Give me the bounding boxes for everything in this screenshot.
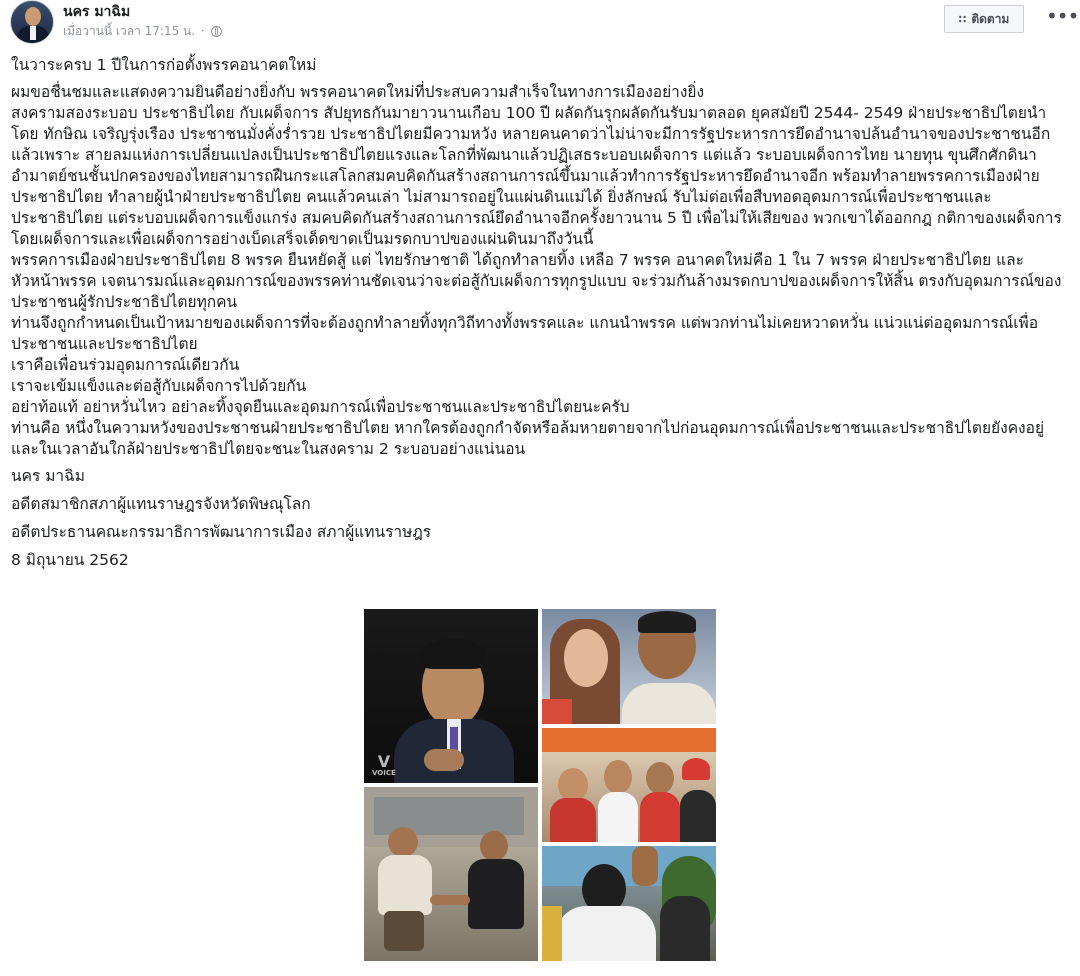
signature-date: 8 มิถุนายน 2562 bbox=[11, 551, 129, 569]
photo-grid bbox=[364, 609, 716, 961]
post-body bbox=[11, 55, 1071, 578]
post-paragraph: ในวาระครบ 1 ปีในการก่อตั้งพรรคอนาคตใหม่ bbox=[11, 56, 317, 74]
avatar-shirt bbox=[30, 26, 36, 40]
post-paragraph: ผมขอชื่นชมและแสดงความยินดีอย่างยิ่งกับ พรรคอนาคตใหม่ที่ประสบความสำเร็จในทางการเมืองอย่างยิ่ง สงครามสองระบอบ ประชาธิปไตย กับเผด็จการ สัปยุทธกันมายาวนานเกือบ 100 ปี ผลัดกันรุกผลัดกันรับมาตลอด ยุคสมัยปี 2544- 2549 ฝ่ายประชาธิปไตยนำโดย ทักษิณ เจริญรุ่งเรือง ประชาชนมั่งคั่งร่ำรวย ประชาธิปไตยมีความหวัง หลายคนคาดว่าไม่น่าจะมีการรัฐประหารการยึดอำนาจปล้นอำนาจของประชาชนอีกแล้วเพราะ สายลมแห่งการเปลี่ยนแปลงเป็นประชาธิปไตยแรงและโลกที่พัฒนาแล้วปฏิเสธระบอบเผด็จการ แต่แล้ว ระบอบเผด็จการไทย นายทุน ขุนศึกศักดินาอำมาตย์ชนชั้นปกครองของไทยสามารถฝืนกระแสโลกสมคบคิดกันสร้างสถานการณ์ขึ้นมาแล้วทำการรัฐประหารยึดอำนาจอีก พร้อมทำลายพรรคการเมืองฝ่ายประชาธิปไตย ทำลายผู้นำฝ่ายประชาธิปไตย คนแล้วคนเล่า ไม่สามารถอยู่ในแผ่นดินแม่ได้ ยิ่งลักษณ์ รับไม่ต่อเพื่อสืบทอดอุดมการณ์เพื่อประชาชนและประชาธิปไตย แต่ระบอบเผด็จการแข็งแกร่ง สมคบคิดกันสร้างสถานการณ์ยึดอำนาจอีกครั้งยาวนาน 5 ปี เพื่อไม่ให้เสียของ พวกเขาได้ออกกฎ กติกาของเผด็จการ โดยเผด็จการและเพื่อเผด็จการอย่างเบ็ดเสร็จเด็ดขาดเป็นมรดกบาปของแผ่นดินมาถึงวันนี้ พรรคการเมืองฝ่ายประชาธิปไตย 8 พรรค ยืนหยัดสู้ แต่ ไทยรักษาชาติ ได้ถูกทำลายทิ้ง เหลือ 7 พรรค อนาคตใหม่คือ 1 ใน 7 พรรค ฝ่ายประชาธิปไตย และหัวหน้าพรรค เจตนารมณ์และอุดมการณ์ของพรรคท่านชัดเจนว่าจะต่อสู้กับเผด็จการทุกรูปแบบ จะร่วมกันล้างมรดกบาปของเผด็จการให้สิ้น ตรงกับอุดมการณ์ของประชาชนผู้รักประชาธิปไตยทุกคน ท่านจึงถูกกำหนดเป็นเป้าหมายของเผด็จการที่จะต้องถูกทำลายทิ้งทุกวิถีทางทั้งพรรคและ แกนนำพรรค แต่พวกท่านไม่เคยหวาดหวั่น แน่วแน่ต่ออุดมการณ์เพื่อประชาชนและประชาธิปไตย เราคือเพื่อนร่วมอุดมการณ์เดียวกัน เราจะเข้มแข็งและต่อสู้กับเผด็จการไปด้วยกัน อย่าท้อแท้ อย่าหวั่นไหว อย่าละทิ้งจุดยืนและอุดมการณ์เพื่อประชาชนและประชาธิปไตยนะครับ ท่านคือ หนึ่งในความหวังของประชาชนฝ่ายประชาธิปไตย หากใครต้องถูกกำจัดหรือล้มหายตายจากไปก่อนอุดมการณ์เพื่อประชาชนและประชาธิปไตยยังคงอยู่ และในเวลาอันใกล้ฝ่ายประชาธิปไตยจะชนะในสงคราม 2 ระบอบอย่างแน่นอน bbox=[11, 83, 1062, 458]
photo-3[interactable] bbox=[542, 728, 716, 842]
photo-4[interactable] bbox=[364, 787, 538, 961]
photo-1[interactable] bbox=[364, 609, 538, 783]
voice-watermark: V VOICE bbox=[372, 752, 396, 777]
meta-separator: · bbox=[200, 24, 205, 38]
post-header bbox=[10, 0, 1079, 44]
signature-title-2: อดีตประธานคณะกรรมาธิการพัฒนาการเมือง สภาผู้แทนราษฎร bbox=[11, 523, 432, 541]
author-name[interactable]: นคร มาฉิม bbox=[63, 4, 131, 20]
post-meta bbox=[63, 23, 222, 39]
avatar-face bbox=[25, 7, 41, 26]
signature-name: นคร มาฉิม bbox=[11, 467, 85, 485]
rss-icon: ∷ bbox=[958, 13, 967, 26]
photo-2[interactable] bbox=[542, 609, 716, 724]
signature-title-1: อดีตสมาชิกสภาผู้แทนราษฎรจังหวัดพิษณุโลก bbox=[11, 495, 311, 513]
photo-5[interactable] bbox=[542, 846, 716, 961]
follow-label: ติดตาม bbox=[971, 12, 1010, 26]
follow-button[interactable] bbox=[944, 5, 1024, 33]
globe-icon[interactable] bbox=[211, 26, 222, 37]
avatar[interactable] bbox=[10, 0, 54, 44]
post-timestamp[interactable]: เมื่อวานนี้ เวลา 17:15 น. bbox=[63, 24, 196, 38]
more-icon[interactable]: ••• bbox=[1046, 4, 1079, 28]
